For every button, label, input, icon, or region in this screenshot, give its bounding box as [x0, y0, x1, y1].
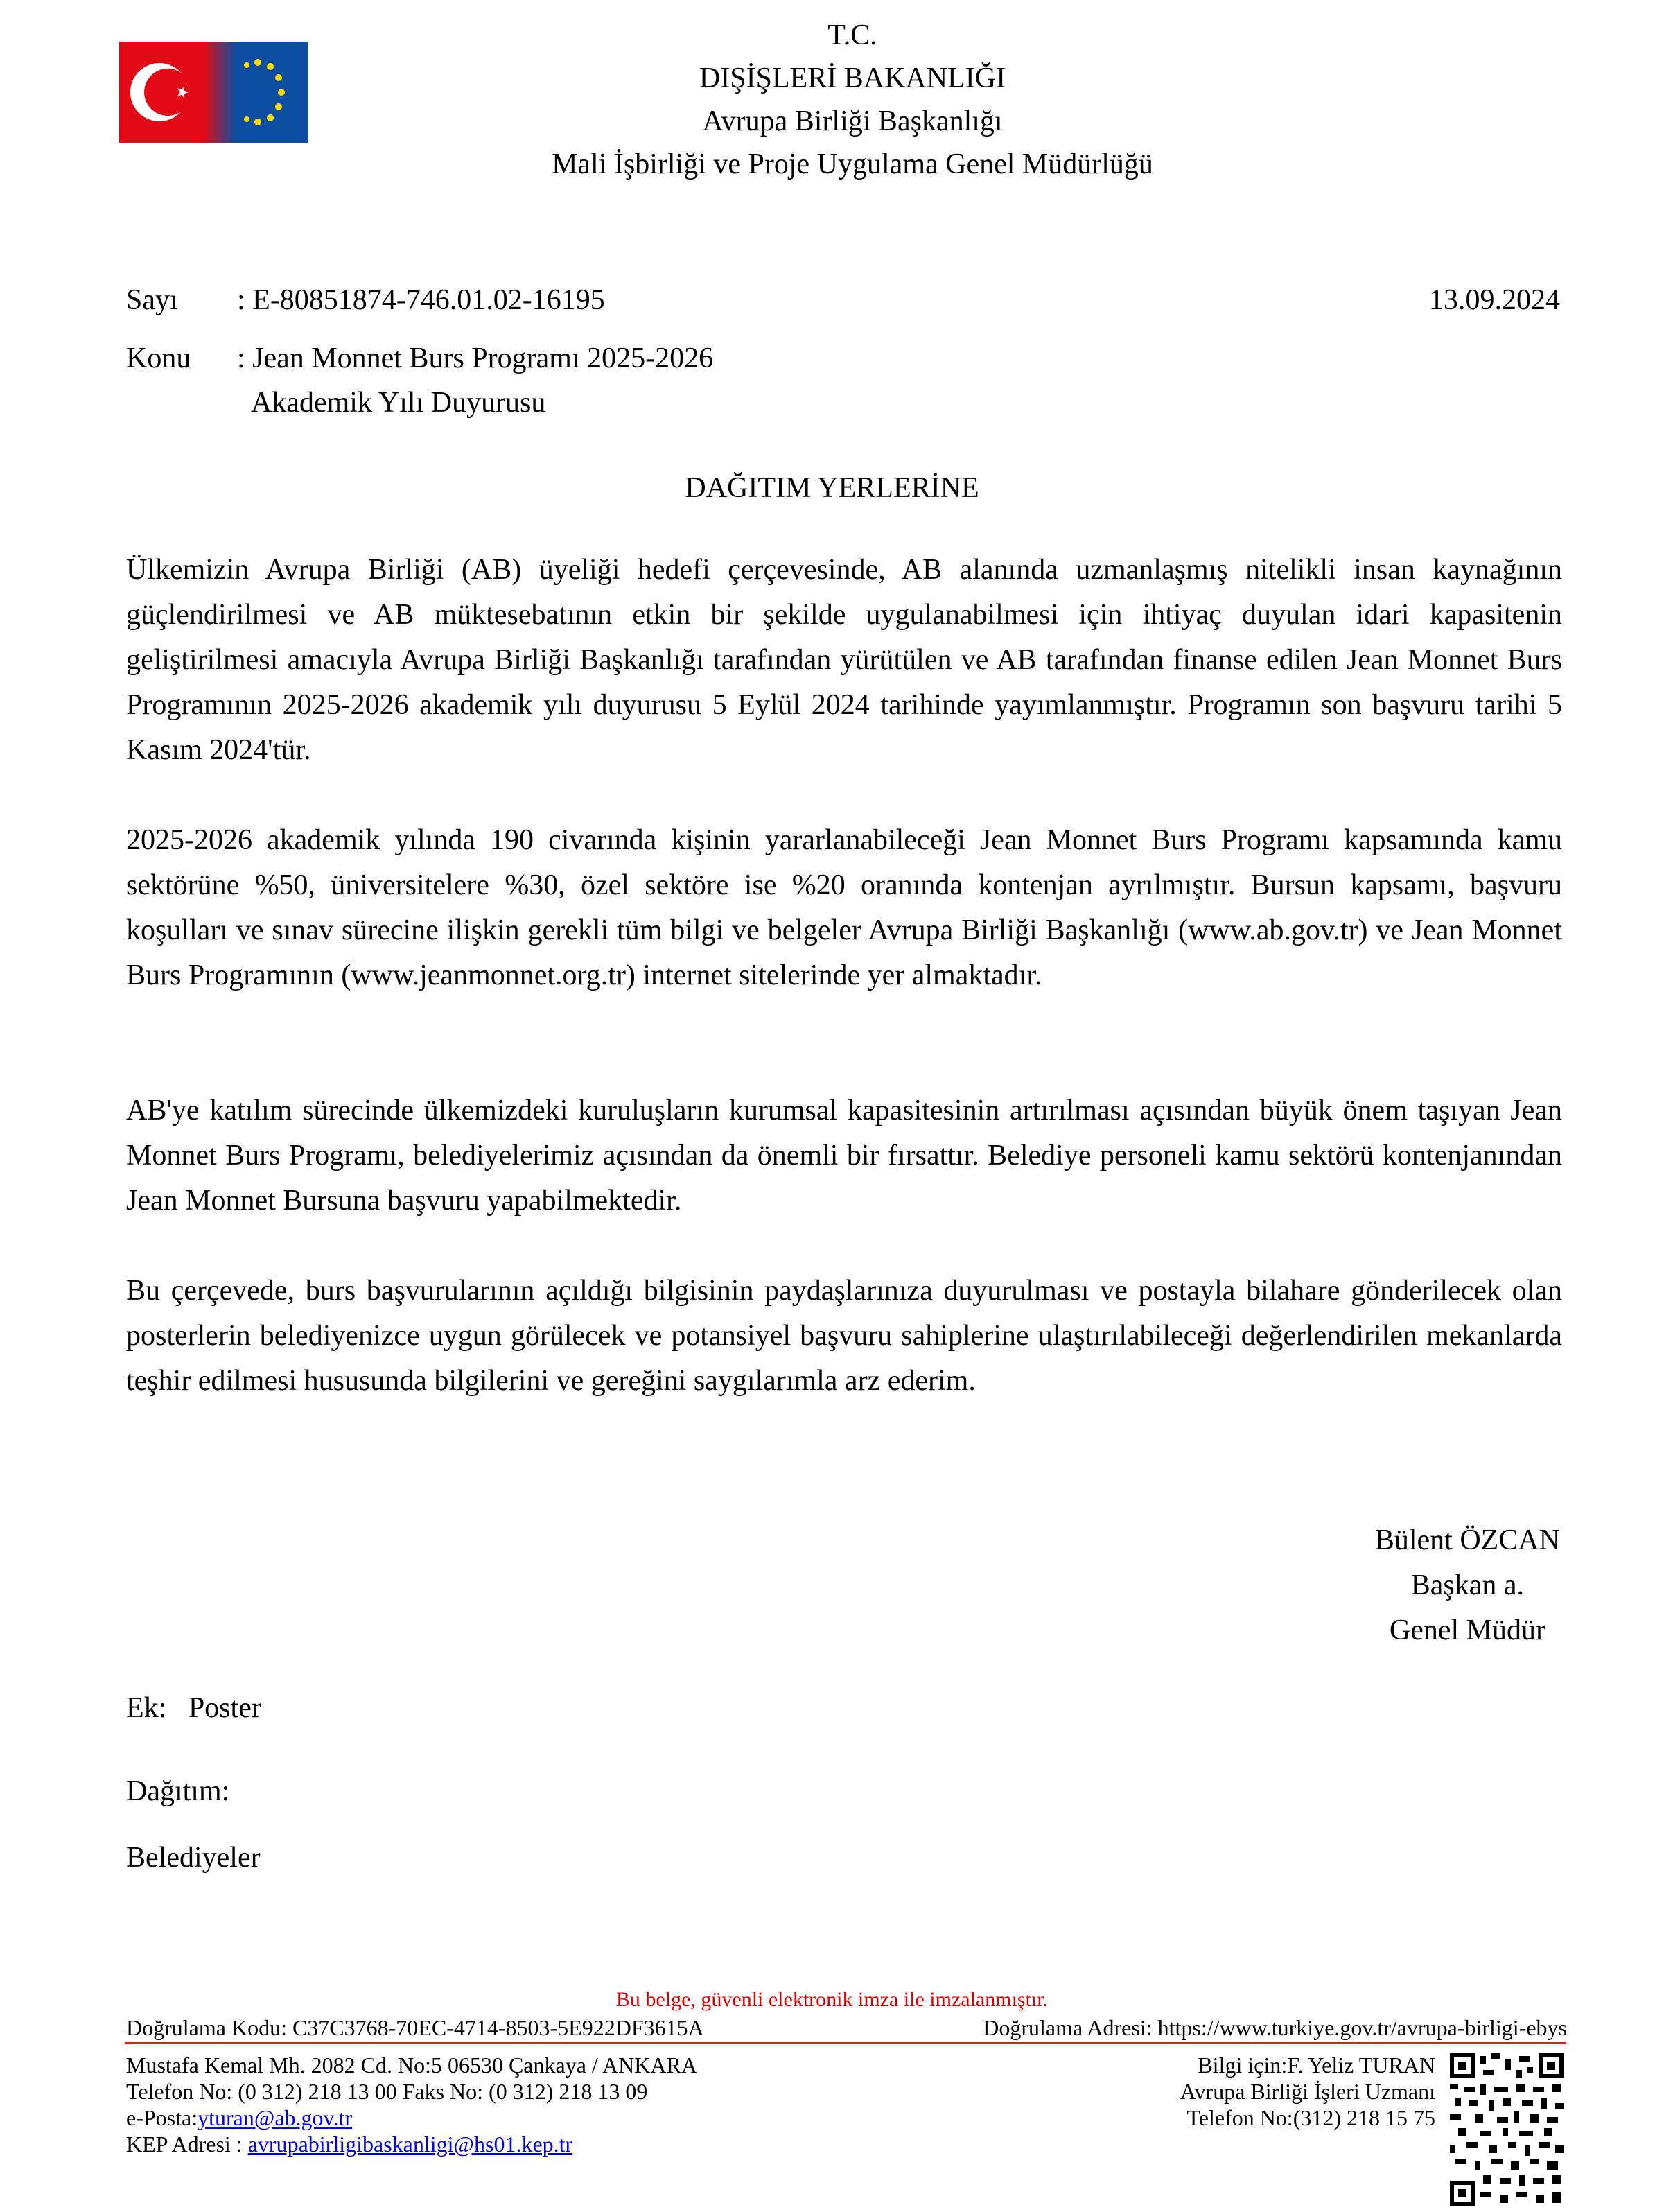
- body-paragraph-3: AB'ye katılım sürecinde ülkemizdeki kuruluşların kurumsal kapasitesinin artırılması açısından büyük önem taşıyan Jean Monnet Burs Programı, belediyelerimiz açısından da önemli bir fırsattır. Belediye personeli kamu sektörü kontenjanından Jean Monnet Bursuna başvuru yapabilmektedir.: [126, 1095, 1562, 1217]
- signer-name: Bülent ÖZCAN: [1374, 1524, 1560, 1556]
- sayi-row: [126, 283, 605, 317]
- distribution-label: Dağıtım:: [126, 1775, 230, 1807]
- body-paragraph-1: Ülkemizin Avrupa Birliği (AB) üyeliği hedefi çerçevesinde, AB alanında uzmanlaşmış nitelikli insan kaynağının güçlendirilmesi ve AB müktesebatının etkin bir şekilde uygulanabilmesi için ihtiyaç duyulan idari kapasitenin geliştirilmesi amacıyla Avrupa Birliği Başkanlığı tarafından yürütülen ve AB tarafından finanse edilen Jean Monnet Burs Programının 2025-2026 akademik yılı duyurusu 5 Eylül 2024 tarihinde yayımlanmıştır. Programın son başvuru tarihi 5 Kasım 2024'tür.: [126, 554, 1562, 766]
- distribution-value: Belediyeler: [126, 1842, 261, 1874]
- email-label: e-Posta:: [126, 2105, 198, 2130]
- email-row: [126, 2105, 697, 2131]
- signer-title-1: Başkan a.: [1410, 1569, 1525, 1601]
- kep-label: KEP Adresi :: [126, 2132, 248, 2157]
- footer-divider: [125, 2042, 1566, 2044]
- phone-fax: Telefon No: (0 312) 218 13 00 Faks No: (0 312) 218 13 09: [126, 2079, 648, 2104]
- contact-title: Avrupa Birliği İşleri Uzmanı: [1180, 2079, 1435, 2104]
- contact-block: [1180, 2052, 1435, 2131]
- konu-value-line2: Akademik Yılı Duyurusu: [251, 387, 546, 419]
- konu-value: : Jean Monnet Burs Programı 2025-2026: [237, 342, 714, 374]
- attachments-value: Poster: [188, 1692, 261, 1724]
- body-paragraph-4: Bu çerçevede, burs başvurularının açıldığı bilgisinin paydaşlarınıza duyurulması ve postayla bilahare gönderilecek olan posterlerin belediyenizce uygun görülecek ve potansiyel başvuru sahiplerine ulaştırılabileceği değerlendirilen mekanlarda teşhir edilmesi hususunda bilgilerini ve gereğini saygılarımla arz ederim.: [126, 1275, 1562, 1397]
- qr-code-icon: [1450, 2053, 1564, 2206]
- turkey-eu-flag-logo: [119, 42, 308, 143]
- verification-address[interactable]: Doğrulama Adresi: https://www.turkiye.gov.tr/avrupa-birligi-ebys: [983, 2015, 1567, 2040]
- attachments: [126, 1691, 261, 1725]
- body-paragraph-2: 2025-2026 akademik yılında 190 civarında kişinin yararlanabileceği Jean Monnet Burs Programı kapsamında kamu sektörüne %50, üniversitelere %30, özel sektöre ise %20 oranında kontenjan ayrılmıştır. Bursun kapsamı, başvuru koşulları ve sınav sürecine ilişkin gerekli tüm bilgi ve belgeler Avrupa Birliği Başkanlığı (www.ab.gov.tr) ve Jean Monnet Burs Programının (www.jeanmonnet.org.tr) internet sitelerinde yer almaktadır.: [126, 824, 1562, 991]
- esign-notice: Bu belge, güvenli elektronik imza ile imzalanmıştır.: [615, 1988, 1049, 2011]
- sayi-label: Sayı: [126, 284, 178, 316]
- konu-row: [126, 341, 713, 376]
- contact-phone: Telefon No:(312) 218 15 75: [1186, 2105, 1435, 2130]
- letterhead: [416, 14, 1289, 186]
- kep-link[interactable]: avrupabirligibaskanligi@hs01.kep.tr: [247, 2132, 573, 2157]
- contact-person: Bilgi için:F. Yeliz TURAN: [1198, 2053, 1435, 2078]
- verification-code: Doğrulama Kodu: C37C3768-70EC-4714-8503-5E922DF3615A: [126, 2015, 704, 2040]
- header-tc: T.C.: [827, 19, 877, 51]
- recipient-heading: DAĞITIM YERLERİNE: [685, 472, 979, 504]
- footer-address-block: [126, 2052, 697, 2157]
- email-link[interactable]: yturan@ab.gov.tr: [198, 2105, 352, 2130]
- konu-label: Konu: [126, 342, 191, 374]
- signer-title-2: Genel Müdür: [1389, 1614, 1545, 1646]
- header-ministry: DIŞİŞLERİ BAKANLIĞI: [699, 62, 1006, 94]
- postal-address: Mustafa Kemal Mh. 2082 Cd. No:5 06530 Çankaya / ANKARA: [126, 2053, 697, 2078]
- header-directorate: Avrupa Birliği Başkanlığı: [702, 105, 1003, 137]
- header-department: Mali İşbirliği ve Proje Uygulama Genel Müdürlüğü: [552, 148, 1153, 180]
- sayi-value: : E-80851874-746.01.02-16195: [237, 284, 605, 316]
- kep-row: [126, 2131, 697, 2157]
- signature-block: [1375, 1518, 1560, 1653]
- attachments-label: Ek:: [126, 1692, 167, 1724]
- document-date: 13.09.2024: [1429, 284, 1560, 316]
